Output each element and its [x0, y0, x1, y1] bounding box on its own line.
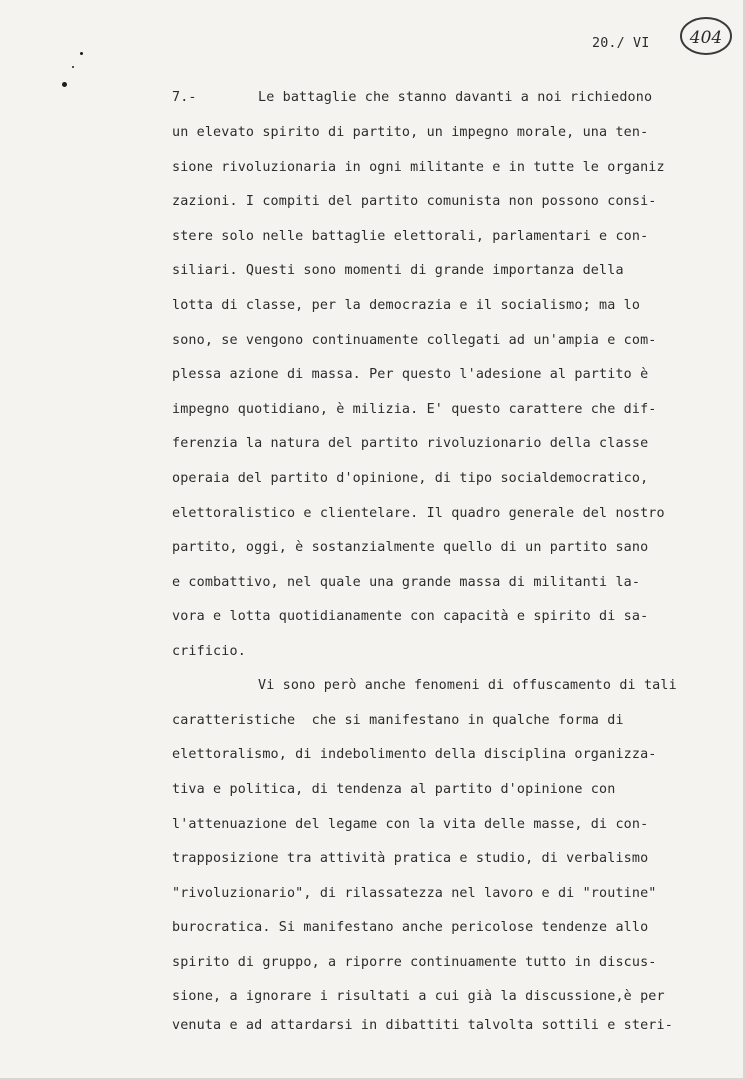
text-line: caratteristiche che si manifestano in qualche forma di — [172, 713, 624, 728]
text-line: plessa azione di massa. Per questo l'adesione al partito è — [172, 367, 649, 382]
section-number: 7.- — [172, 90, 197, 105]
text-line: e combattivo, nel quale una grande massa di militanti la- — [172, 575, 641, 590]
text-line: "rivoluzionario", di rilassatezza nel lavoro e di "routine" — [172, 886, 657, 901]
ink-speck — [72, 66, 74, 68]
text-line: partito, oggi, è sostanzialmente quello di un partito sano — [172, 540, 649, 555]
text-line: venuta e ad attardarsi in dibattiti talvolta sottili e steri- — [172, 1018, 673, 1033]
text-line: sione rivoluzionaria in ogni militante e in tutte le organiz — [172, 160, 665, 175]
text-line: vora e lotta quotidianamente con capacità e spirito di sa- — [172, 609, 649, 624]
text-line: operaia del partito d'opinione, di tipo socialdemocratico, — [172, 471, 649, 486]
text-line: ferenzia la natura del partito rivoluzionario della classe — [172, 436, 649, 451]
text-line: spirito di gruppo, a riporre continuamente tutto in discus- — [172, 955, 657, 970]
ink-speck — [80, 52, 83, 55]
text-line: stere solo nelle battaglie elettorali, parlamentari e con- — [172, 229, 649, 244]
text-line: un elevato spirito di partito, un impegno morale, una ten- — [172, 125, 649, 140]
page-number: 20./ VI — [592, 36, 650, 51]
text-line: zazioni. I compiti del partito comunista non possono consi- — [172, 194, 657, 209]
text-line: siliari. Questi sono momenti di grande importanza della — [172, 263, 624, 278]
text-line: tiva e politica, di tendenza al partito d'opinione con — [172, 782, 616, 797]
text-line: Le battaglie che stanno davanti a noi richiedono — [258, 90, 653, 105]
text-line: crificio. — [172, 644, 246, 659]
text-line: burocratica. Si manifestano anche pericolose tendenze allo — [172, 920, 649, 935]
text-line: Vi sono però anche fenomeni di offuscamento di tali — [258, 678, 677, 693]
text-line: trapposizione tra attività pratica e studio, di verbalismo — [172, 851, 649, 866]
text-line: lotta di classe, per la democrazia e il socialismo; ma lo — [172, 298, 641, 313]
text-line: elettoralismo, di indebolimento della disciplina organizza- — [172, 747, 657, 762]
text-line: sione, a ignorare i risultati a cui già la discussione,è per — [172, 989, 665, 1004]
text-line: impegno quotidiano, è milizia. E' questo carattere che dif- — [172, 402, 657, 417]
text-line: sono, se vengono continuamente collegati ad un'ampia e com- — [172, 333, 657, 348]
archive-stamp-number: 404 — [689, 28, 723, 48]
text-line: elettoralistico e clientelare. Il quadro generale del nostro — [172, 506, 665, 521]
punch-mark — [62, 82, 67, 87]
text-line: l'attenuazione del legame con la vita delle masse, di con- — [172, 817, 649, 832]
body-text — [172, 0, 712, 1080]
